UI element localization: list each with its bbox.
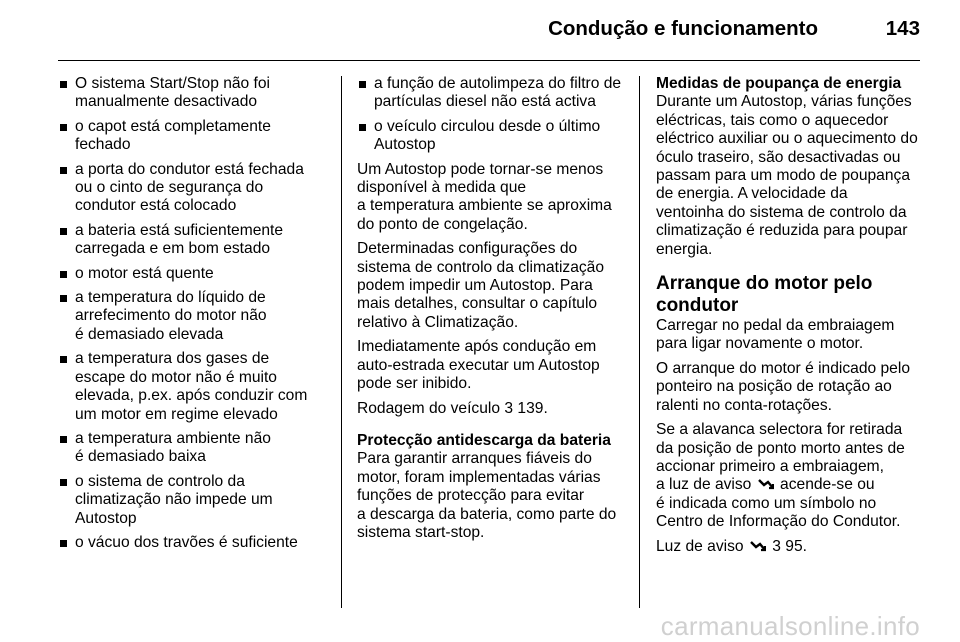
text-line: disponível à medida que bbox=[357, 179, 527, 197]
text-line: O arranque do motor é indicado pelo bbox=[656, 359, 910, 377]
text-line: partículas diesel não está activa bbox=[374, 93, 596, 111]
paragraph bbox=[357, 240, 621, 332]
text-line: fechado bbox=[75, 136, 131, 154]
text-line: Para garantir arranques fiáveis do bbox=[357, 450, 592, 468]
bullet-icon bbox=[60, 479, 67, 486]
text-line: a temperatura do líquido de bbox=[75, 289, 266, 307]
text-line: Um Autostop pode tornar-se menos bbox=[357, 160, 604, 178]
text-line: Carregar no pedal da embraiagem bbox=[656, 317, 895, 335]
text-line: mais detalhes, consultar o capítulo bbox=[357, 295, 598, 313]
text-line: a porta do condutor está fechada bbox=[75, 160, 304, 178]
text-line: accionar primeiro a embraiagem, bbox=[656, 457, 884, 475]
autostop-warning-icon bbox=[750, 540, 766, 552]
text-line: escape do motor não é muito bbox=[75, 368, 277, 386]
text-line: um motor em regime elevado bbox=[75, 405, 278, 423]
text-line: manualmente desactivado bbox=[75, 93, 258, 111]
text-line: é indicada como um símbolo no bbox=[656, 494, 877, 512]
list-item bbox=[58, 222, 307, 259]
energy-paragraph bbox=[656, 93, 918, 259]
list-item bbox=[58, 289, 307, 344]
autostop-warning-icon bbox=[758, 478, 774, 490]
text-line: ventoinha do sistema de controlo da bbox=[656, 203, 907, 221]
bullet-icon bbox=[60, 81, 67, 88]
column-divider-2 bbox=[639, 76, 640, 608]
bullet-icon bbox=[60, 436, 67, 443]
text-line: Imediatamente após condução em bbox=[357, 338, 597, 356]
text-line: do ponto de congelação. bbox=[357, 215, 528, 233]
text-line: o motor está quente bbox=[75, 264, 214, 282]
arrow-ref-icon: 3 bbox=[504, 399, 514, 417]
bullet-icon bbox=[60, 271, 67, 278]
text-line: a função de autolimpeza do filtro de bbox=[374, 75, 622, 92]
list-item bbox=[58, 473, 307, 528]
column-divider-1 bbox=[341, 76, 342, 608]
column-2 bbox=[357, 75, 621, 548]
text-line: relativo à Climatização. bbox=[357, 313, 519, 331]
page-ref: 95. bbox=[785, 537, 807, 555]
text-line: óculo traseiro, são desactivadas ou bbox=[656, 148, 901, 166]
text-line: o vácuo dos travões é suficiente bbox=[75, 533, 298, 551]
text-line: ralenti no conta-rotações. bbox=[656, 396, 832, 414]
text-line: é demasiado baixa bbox=[75, 448, 206, 466]
text-line: Se a alavanca selectora for retirada bbox=[656, 421, 903, 439]
text-line: pode ser inibido. bbox=[357, 375, 472, 393]
list-item bbox=[58, 118, 307, 155]
bullet-icon bbox=[359, 124, 366, 131]
text-line: ponteiro na posição de rotação ao bbox=[656, 378, 892, 396]
column-3 bbox=[656, 75, 918, 562]
arrow-ref-icon: 3 bbox=[772, 537, 781, 555]
text-line: funções de protecção para evitar bbox=[357, 487, 585, 505]
bullet-icon bbox=[60, 295, 67, 302]
text-line: ou o cinto de segurança do bbox=[75, 179, 264, 197]
text-line: climatização não impede um bbox=[75, 491, 273, 509]
text-line: passam para um modo de poupança bbox=[656, 167, 910, 185]
text-line: o veículo circulou desde o último bbox=[374, 117, 601, 135]
page-title: Condução e funcionamento bbox=[548, 17, 818, 40]
text-line: a temperatura ambiente se aproxima bbox=[357, 197, 612, 215]
text-line: a temperatura ambiente não bbox=[75, 429, 271, 447]
text-line: Autostop bbox=[75, 509, 137, 527]
bullet-icon bbox=[60, 540, 67, 547]
text-line: Determinadas configurações do bbox=[357, 240, 578, 258]
bullet-icon bbox=[60, 167, 67, 174]
text-line: eléctricas, tais como o aquecedor bbox=[656, 111, 889, 129]
text-line: eléctrico auxiliar ou o aquecimento do bbox=[656, 130, 918, 148]
text-line: energia. bbox=[656, 240, 713, 258]
list-item bbox=[58, 430, 307, 467]
text-line: para ligar novamente o motor. bbox=[656, 335, 864, 353]
bullet-icon bbox=[60, 356, 67, 363]
text-line: a descarga da bateria, como parte do bbox=[357, 505, 617, 523]
text-line: condutor está colocado bbox=[75, 197, 237, 215]
paragraph-tachometer bbox=[656, 360, 918, 415]
text-line: O sistema Start/Stop não foi bbox=[75, 75, 271, 92]
text-line: motor, foram implementadas várias bbox=[357, 468, 601, 486]
bullet-icon bbox=[60, 228, 67, 235]
text-line: auto-estrada executar um Autostop bbox=[357, 356, 600, 374]
text-line: podem impedir um Autostop. Para bbox=[357, 277, 593, 295]
paragraph bbox=[357, 161, 621, 235]
text-line: Centro de Informação do Condutor. bbox=[656, 513, 901, 531]
page-ref: 139. bbox=[517, 399, 548, 417]
text-line: condutor bbox=[656, 294, 739, 316]
text-line: o sistema de controlo da bbox=[75, 472, 245, 490]
list-item bbox=[357, 75, 621, 112]
text-line: carregada e em bom estado bbox=[75, 240, 271, 258]
bullet-icon bbox=[60, 124, 67, 131]
list-item bbox=[58, 161, 307, 216]
watermark: carmanualsonline.info bbox=[660, 611, 920, 641]
section-heading-engine-start bbox=[656, 273, 918, 316]
paragraph bbox=[357, 338, 621, 393]
text-line: Arranque do motor pelo bbox=[656, 273, 873, 295]
column-1 bbox=[58, 75, 307, 558]
list-item bbox=[58, 350, 307, 424]
page-number: 143 bbox=[885, 17, 920, 40]
text-line: da posição de ponto morto antes de bbox=[656, 439, 905, 457]
battery-paragraph bbox=[357, 450, 621, 542]
text-line: arrefecimento do motor não bbox=[75, 307, 267, 325]
subheading-battery-protection: Protecção antidescarga da bateria bbox=[357, 431, 611, 449]
header-rule bbox=[58, 60, 920, 61]
list-item bbox=[58, 265, 307, 283]
bullet-icon bbox=[359, 81, 366, 88]
text-line: Durante um Autostop, várias funções bbox=[656, 93, 912, 111]
text-line: sistema de controlo da climatização bbox=[357, 258, 605, 276]
cross-reference-running-in: Rodagem do veículo 3 139. bbox=[357, 399, 548, 417]
text-line: sistema start-stop. bbox=[357, 523, 485, 541]
paragraph-selector-lever: Se a alavanca selectora for retirada da posição de ponto morto antes de accionar primeiro a embraiagem, a luz de aviso acende-se ou é indicada como um símbolo no Centro de Informação do Condutor. bbox=[656, 421, 905, 531]
subheading-energy-saving: Medidas de poupança de energia bbox=[656, 75, 902, 92]
cross-reference-warning-light: Luz de aviso 3 95. bbox=[656, 537, 807, 555]
text-line: o capot está completamente bbox=[75, 117, 271, 135]
list-item bbox=[58, 534, 307, 552]
text-line: climatização é reduzida para poupar bbox=[656, 222, 908, 240]
text-line: a bateria está suficientemente bbox=[75, 221, 284, 239]
text-line: a temperatura dos gases de bbox=[75, 350, 270, 368]
column-2-paragraphs bbox=[357, 161, 621, 394]
text-line: elevada, p.ex. após conduzir com bbox=[75, 387, 308, 405]
text-line: Autostop bbox=[374, 136, 436, 154]
column-2-list bbox=[357, 75, 621, 155]
list-item bbox=[357, 118, 621, 155]
text-line: de energia. A velocidade da bbox=[656, 185, 848, 203]
list-item bbox=[58, 75, 307, 112]
text-line: é demasiado elevada bbox=[75, 325, 224, 343]
paragraph-clutch bbox=[656, 317, 918, 354]
